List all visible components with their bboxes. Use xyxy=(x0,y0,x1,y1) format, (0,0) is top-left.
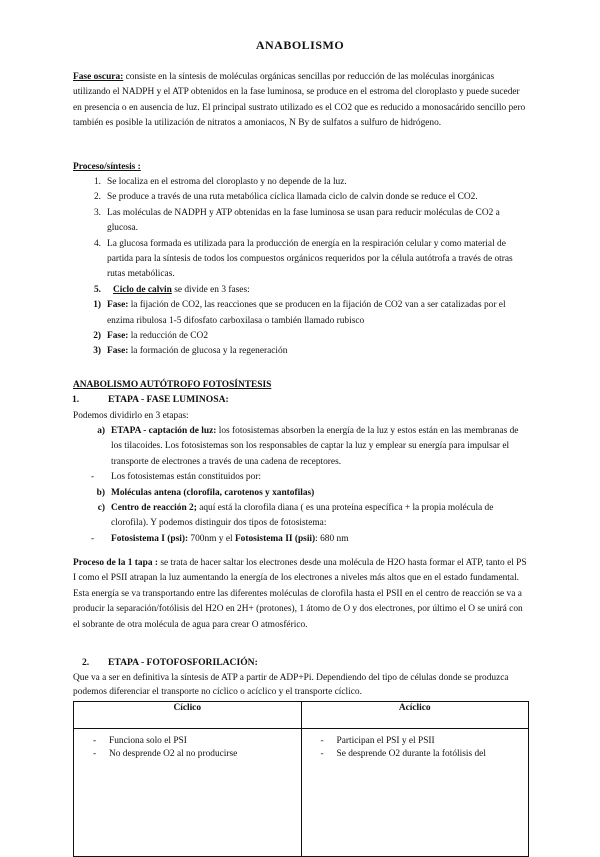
fase-oscura-paragraph xyxy=(73,70,529,132)
list-item xyxy=(303,748,528,761)
proceso-item xyxy=(93,190,529,205)
list-number: 3. xyxy=(93,207,101,218)
list-text: Las moléculas de NADPH y ATP obtenidas en la fase luminosa se usan para reducir moléculas de CO2 a glucosa. xyxy=(107,207,500,234)
proceso-heading xyxy=(73,160,529,175)
etapa2-paragraph xyxy=(73,671,529,699)
etapa-a-label: ETAPA - captación de luz: xyxy=(111,426,217,436)
etapa1-heading xyxy=(72,394,229,405)
dash-bullet: - xyxy=(91,533,95,544)
fase-item xyxy=(93,298,529,329)
table-cell-ciclico xyxy=(74,729,302,857)
fotosintesis-heading-text: ANABOLISMO AUTÓTROFO FOTOSÍNTESIS xyxy=(73,380,272,390)
etapa-title: ETAPA - FASE LUMINOSA: xyxy=(108,394,229,405)
fotosintesis-heading xyxy=(73,378,529,393)
etapas-list xyxy=(91,424,529,547)
page-title: ANABOLISMO xyxy=(255,38,345,52)
proceso-heading-text: Proceso/síntesis : xyxy=(73,162,141,172)
proceso-item xyxy=(93,237,529,283)
proceso-item xyxy=(93,175,529,190)
list-item xyxy=(75,748,300,761)
list-text: : 680 nm xyxy=(315,533,349,544)
list-number: 3) xyxy=(93,346,101,357)
etapa2-heading xyxy=(82,657,258,668)
dash-item xyxy=(91,470,529,485)
table-cell-aciclico xyxy=(301,729,529,857)
etapa-a-item xyxy=(97,424,529,470)
table-header-row xyxy=(74,702,529,729)
dash-bullet: - xyxy=(91,472,95,483)
fase-label: Fase: xyxy=(107,346,129,357)
list-number: 2) xyxy=(93,331,101,342)
list-text: la fijación de CO2, las reacciones que se producen en la fijación de CO2 van a ser catalizadas por el enzima ribulosa 1-5 difosfato carboxilasa o también llamado rubisco xyxy=(107,300,506,326)
etapa2-text: Que va a ser en definitiva la síntesis de ATP a partir de ADP+Pi. Dependiendo del tipo de células donde se produzca podemos diferenciar el transporte no cíclico o acíclico y el transporte cíclico. xyxy=(73,673,509,697)
fotosistema-1-label: Fotosistema I (psi): xyxy=(111,533,189,544)
proceso-list xyxy=(93,175,529,360)
list-text: se divide en 3 fases: xyxy=(171,284,250,295)
list-text: aquí está la clorofila diana ( es una proteína específica + la propia molécula de clorofila). Y podemos distinguir dos tipos de fotosistema: xyxy=(111,503,494,529)
transport-comparison-table xyxy=(73,701,529,857)
etapa-b-item xyxy=(96,486,529,501)
proceso-item-ciclo-calvin xyxy=(93,283,529,298)
list-item xyxy=(75,735,300,748)
fase-oscura-label: Fase oscura: xyxy=(73,72,124,82)
proceso-etapa-text: se trata de hacer saltar los electrones desde una molécula de H2O hasta formar el ATP, tanto el PS I como el PSII atrapan la luz aumentando la energía de los electrones a niveles más altos que en el estado fundamental. Esta energía se va transportando entre las diferentes moléculas de clorofila hasta el PSII en el centro de reacción se va a producir la separación/fotólisis del H2O en 2H+ (protones), 1 átomo de O y dos electrones, por último el O se unirá con el sobrante de otra molécula de agua para crear O atmosférico. xyxy=(73,558,527,630)
cell-text: Se desprende O2 durante la fotólisis del xyxy=(336,749,486,759)
dash-bullet: - xyxy=(93,749,97,759)
table-header-aciclico: Acíclico xyxy=(301,702,529,729)
list-number: 5. xyxy=(93,284,101,295)
dash-bullet: - xyxy=(320,736,324,746)
list-text: Los fotosistemas están constituidos por: xyxy=(111,472,261,483)
table-row xyxy=(74,729,529,857)
fotosistema-2-label: Fotosistema II (psii) xyxy=(234,533,316,544)
dash-bullet: - xyxy=(320,749,324,759)
proceso-etapa-paragraph xyxy=(73,556,529,633)
list-item xyxy=(303,735,528,748)
etapa-number: 2. xyxy=(82,657,90,668)
intro-text: Podemos dividirlo en 3 etapas: xyxy=(73,411,189,421)
ciclo-calvin-label: Ciclo de calvin xyxy=(113,284,172,295)
proceso-etapa-label: Proceso de la 1 tapa : xyxy=(73,558,158,568)
list-text: Se localiza en el estroma del cloroplasto y no depende de la luz. xyxy=(107,177,347,187)
fase-item xyxy=(93,329,529,344)
fase-label: Fase: xyxy=(107,300,129,311)
etapa-number: 1. xyxy=(72,394,80,405)
etapa-c-item xyxy=(97,501,529,532)
cell-text: Participan el PSI y el PSII xyxy=(336,736,435,746)
etapa-c-label: Centro de reacción 2; xyxy=(111,503,197,514)
list-text: La glucosa formada es utilizada para la producción de energía en la respiración celular y como material de partida para la síntesis de todos los compuestos orgánicos requeridos por la célula autótrofa a través de otras rutas metabólicas. xyxy=(107,238,513,280)
list-number: 1. xyxy=(93,177,101,187)
list-text: los fotosistemas absorben la energía de la luz y estos están en las membranas de los tilacoides. Los fotosistemas son los responsables de captar la luz y emplear su energía para impulsar el transporte de electrones a través de una cadena de receptores. xyxy=(111,426,519,467)
list-text: Moléculas antena (clorofila, carotenos y xantofilas) xyxy=(111,487,315,498)
list-text: 700nm y el xyxy=(188,533,235,544)
list-text: Se produce a través de una ruta metabólica cíclica llamada ciclo de calvin donde se reduce el CO2. xyxy=(107,192,478,203)
proceso-item xyxy=(93,206,529,237)
fase-item xyxy=(93,344,529,359)
list-number: b) xyxy=(96,487,105,498)
list-text: la reducción de CO2 xyxy=(128,331,209,342)
list-number: a) xyxy=(97,426,105,436)
list-number: c) xyxy=(97,503,105,514)
dash-bullet: - xyxy=(93,736,97,746)
dash-item xyxy=(91,532,529,547)
list-number: 2. xyxy=(93,192,101,203)
table-header-ciclico: Cíclico xyxy=(74,702,302,729)
etapa-title: ETAPA - FOTOFOSFORILACIÓN: xyxy=(108,657,258,668)
etapas-intro xyxy=(73,409,529,424)
fase-oscura-text: consiste en la síntesis de moléculas orgánicas sencillas por reducción de las moléculas inorgánicas utilizando el NADPH y el ATP obtenidos en la fase luminosa, se produce en el estroma del cloroplasto y puede suceder en presencia o en ausencia de luz. El principal sustrato utilizado es el CO2 que es reducido a monosacárido sencillo pero también es posible la utilización de nitratos a amoniacos, N By de sulfatos a sulfuro de hidrógeno. xyxy=(73,72,526,129)
list-number: 1) xyxy=(93,300,101,311)
list-number: 4. xyxy=(93,238,101,249)
cell-text: Funciona solo el PSI xyxy=(109,736,187,746)
list-text: la formación de glucosa y la regeneración xyxy=(128,346,288,357)
fase-label: Fase: xyxy=(107,331,129,342)
cell-text: No desprende O2 al no producirse xyxy=(109,749,238,759)
